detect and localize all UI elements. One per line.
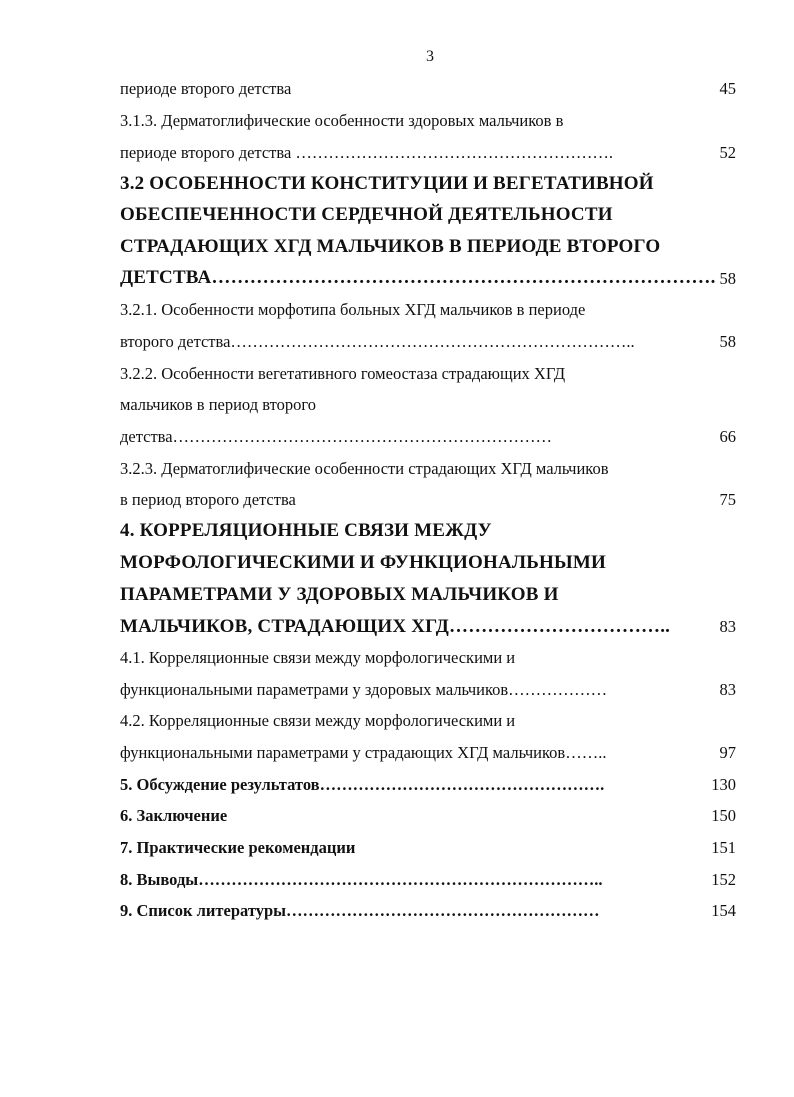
toc-entry-text: 3.2.2. Особенности вегетативного гомеостаза страдающих ХГД [120,364,566,383]
toc-entry-page: 83 [719,680,736,699]
toc-section-heading: СТРАДАЮЩИХ ХГД МАЛЬЧИКОВ В ПЕРИОДЕ ВТОРОГО [120,236,661,257]
toc-entry-text: 3.2.3. Дерматоглифические особенности страдающих ХГД мальчиков [120,459,609,478]
toc-chapter: 6. Заключение [120,806,228,825]
toc-entry-page: 150 [711,806,736,825]
toc-entry-text: 3.1.3. Дерматоглифические особенности здоровых мальчиков в [120,111,564,130]
page-number: 3 [426,48,434,65]
toc-entry-page: 130 [711,775,736,794]
toc-entry-text: в период второго детства [120,490,296,509]
toc-chapter: 5. Обсуждение результатов……………………………………………. [120,775,605,794]
toc-chapter: 9. Список литературы………………………………………………… [120,901,600,920]
toc-section-heading: 3.2 ОСОБЕННОСТИ КОНСТИТУЦИИ И ВЕГЕТАТИВНОЙ [120,173,654,194]
toc-entry-text: 3.2.1. Особенности морфотипа больных ХГД мальчиков в периоде [120,300,586,319]
toc-entry-page: 83 [719,617,736,636]
toc-entry-page: 154 [711,901,736,920]
toc-section-heading: ПАРАМЕТРАМИ У ЗДОРОВЫХ МАЛЬЧИКОВ И [120,584,559,605]
toc-entry-page: 45 [719,79,736,98]
toc-entry-text: периоде второго детства …………………………………………………. [120,143,614,162]
toc-section-heading: 4. КОРРЕЛЯЦИОННЫЕ СВЯЗИ МЕЖДУ [120,520,492,541]
toc-chapter: 7. Практические рекомендации [120,838,356,857]
toc-entry-page: 66 [719,427,736,446]
toc-entry-page: 58 [719,332,736,351]
toc-entry-page: 151 [711,838,736,857]
toc-section-heading: МОРФОЛОГИЧЕСКИМИ И ФУНКЦИОНАЛЬНЫМИ [120,552,606,573]
toc-entry-text: второго детства……………………………………………………………….. [120,332,635,351]
toc-entry-text: периоде второго детства [120,79,292,98]
toc-entry-page: 75 [719,490,736,509]
toc-chapter: 8. Выводы……………………………………………………………….. [120,870,603,889]
toc-entry-text: детства…………………………………………………………… [120,427,553,446]
toc-entry-text: функциональными параметрами у здоровых мальчиков……………… [120,680,608,699]
toc-section-heading: МАЛЬЧИКОВ, СТРАДАЮЩИХ ХГД…………………………….. [120,616,671,637]
toc-entry-page: 58 [719,269,736,288]
toc-entry-text: мальчиков в период второго [120,395,316,414]
toc-section-heading: ДЕТСТВА……………………………………………………………………. [120,267,716,288]
toc-entry-page: 97 [719,743,736,762]
toc-entry-text: 4.2. Корреляционные связи между морфологическими и [120,711,516,730]
toc-entry-page: 152 [711,870,736,889]
toc-entry-text: функциональными параметрами у страдающих ХГД мальчиков…….. [120,743,607,762]
toc-section-heading: ОБЕСПЕЧЕННОСТИ СЕРДЕЧНОЙ ДЕЯТЕЛЬНОСТИ [120,204,613,225]
toc-entry-text: 4.1. Корреляционные связи между морфологическими и [120,648,516,667]
toc-entry-page: 52 [719,143,736,162]
